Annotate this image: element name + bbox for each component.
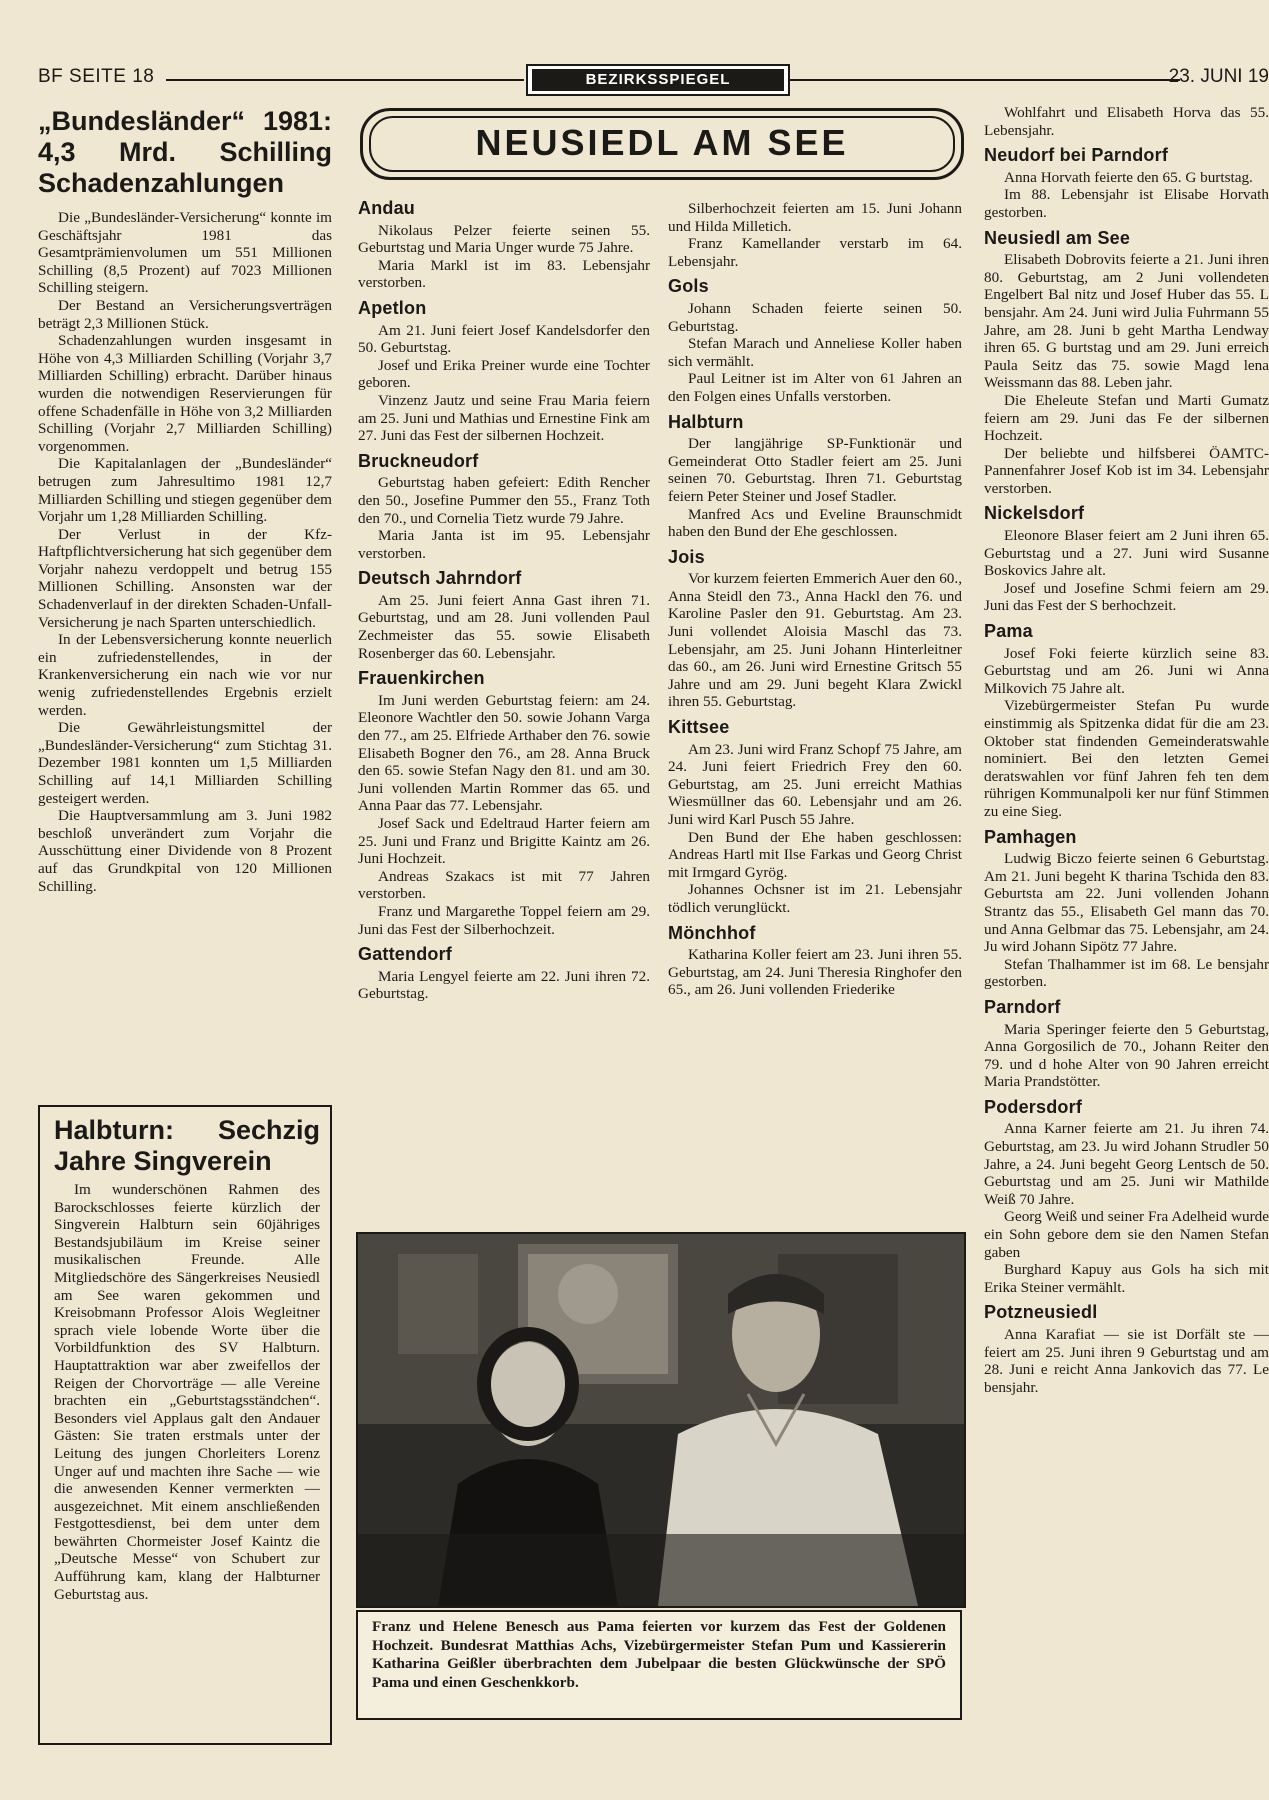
town-news-paragraph: Im Juni werden Geburtstag feiern: am 24. Eleonore Wachtler den 50. sowie Johann Varga den 77., am 25. Elfriede Arthaber den 76. sowie Elisabeth Bogner den 76., am 28. Anna Bruck den 65. sowie Stefan Nagy den 81. und am 30. Juni vollenden Martin Rommer das 65. und Anna Paar das 77. Lebensjahr. [358, 691, 650, 815]
town-news-paragraph: Maria Janta ist im 95. Lebensjahr verstorben. [358, 527, 650, 562]
town-heading: Apetlon [358, 297, 427, 318]
town-news-paragraph: Elisabeth Dobrovits feierte a 21. Juni ihren 80. Geburtstag, am 2 Juni vollendeten Engelbert Bal nitz und Josef Huber das 55. L bensjahr. Am 24. Juni wird Julia Fuhrmann 55 Jahre, am 28. Juni b geht Martha Lendway ihren 65. G burtstag und am 29. Juni erreich Paula Seitz das 75. sowie Magd lena Weissmann das 88. Leben jahr. [984, 251, 1269, 392]
town-news-paragraph: Silberhochzeit feierten am 15. Juni Johann und Hilda Milletich. [668, 200, 962, 235]
district-title-frame [360, 108, 964, 180]
insurance-body [38, 209, 332, 895]
insurance-paragraph: Die Hauptversammlung am 3. Juni 1982 beschloß unverändert zum Vorjahr die Ausschüttung einer Dividende von 8 Prozent auf das Grundkpital von 120 Millionen Schilling. [38, 807, 332, 895]
singverein-headline: Halbturn: Sechzig Jahre Singverein [54, 1115, 320, 1176]
town-news-paragraph: Wohlfahrt und Elisabeth Horva das 55. Lebensjahr. [984, 104, 1269, 139]
town-news-paragraph: Vizebürgermeister Stefan Pu wurde einstimmig als Spitzenka didat für die am 23. Oktober stat findenden Gemeinderatswahle nominiert. Bei den letzten Gemei deratswahlen vor fünf Jahren feh ten dem rührigen Kommunalpoli ker nur fünf Stimmen zu eine Sieg. [984, 697, 1269, 820]
header-rule-right [790, 79, 1180, 81]
insurance-paragraph: Die Gewährleistungsmittel der „Bundesländer-Versicherung“ zum Stichtag 31. Dezember 1981 konnten um 1,5 Milliarden Schilling auf 14,1 Milliarden Schilling gesteigert werden. [38, 719, 332, 807]
couple-photo-illustration [358, 1234, 964, 1606]
town-heading: Jois [668, 546, 705, 567]
town-news-paragraph: Katharina Koller feiert am 23. Juni ihren 55. Geburtstag, am 24. Juni Theresia Ringhofer den 65., am 26. Juni vollenden Friederike [668, 946, 962, 999]
town-heading: Gols [668, 276, 709, 297]
insurance-paragraph: Die Kapitalanlagen der „Bundesländer“ betrugen zum Jahresultimo 1981 12,7 Milliarden Schilling und stiegen gegenüber dem Vorjahr um 1,28 Milliarden Schilling. [38, 455, 332, 526]
town-news-paragraph: Anna Karner feierte am 21. Ju ihren 74. Geburtstag, am 23. Ju wird Johann Strudler 50 Jahre, a 24. Juni begeht Georg Lentsch de 50. Geburtstag und am 25. Juni wir Mathilde Weiß 70 Jahre. [984, 1120, 1269, 1208]
anniversary-photo [356, 1232, 966, 1608]
town-news-paragraph: Georg Weiß und seiner Fra Adelheid wurde ein Sohn gebore dem sie den Namen Stefan gaben [984, 1208, 1269, 1261]
town-news-paragraph: Manfred Acs und Eveline Braunschmidt haben den Bund der Ehe geschlossen. [668, 505, 962, 541]
town-news-paragraph: Johann Schaden feierte seinen 50. Geburtstag. [668, 299, 962, 335]
town-news-paragraph: Die Eheleute Stefan und Marti Gumatz feiern am 29. Juni das Fe der silbernen Hochzeit. [984, 391, 1269, 445]
insurance-paragraph: In der Lebensversicherung konnte neuerlich ein zufriedenstellendes, in der Krankenversicherung ein nach wie vor nur wenig zufriedenstellendes Ergebnis erzielt werden. [38, 631, 332, 719]
town-news-paragraph: Burghard Kapuy aus Gols ha sich mit Erika Steiner vermählt. [984, 1261, 1269, 1296]
town-heading: Pama [984, 621, 1033, 642]
photo-caption: Franz und Helene Benesch aus Pama feierten vor kurzem das Fest der Goldenen Hochzeit. Bundesrat Matthias Achs, Vizebürgermeister Stefan Pum und Kassiererin Katharina Geißler überbrachten dem Jubelpaar die besten Glückwünsche der SPÖ Pama und einen Geschenkkorb. [356, 1610, 962, 1720]
column-2 [358, 200, 650, 1003]
town-heading: Nickelsdorf [984, 503, 1085, 524]
town-heading: Andau [358, 198, 415, 218]
town-heading: Parndorf [984, 996, 1061, 1017]
town-heading: Mönchhof [668, 922, 756, 943]
town-news-paragraph: Eleonore Blaser feiert am 2 Juni ihren 65. Geburtstag und a 27. Juni wird Susanne Boskovics Jahre alt. [984, 527, 1269, 580]
town-news-paragraph: Andreas Szakacs ist mit 77 Jahren verstorben. [358, 867, 650, 903]
town-news-paragraph: Vinzenz Jautz und seine Frau Maria feiern am 25. Juni und Mathias und Ernestine Fink am 27. Juni das Fest der silbernen Hochzeit. [358, 391, 650, 445]
town-news-paragraph: Am 23. Juni wird Franz Schopf 75 Jahre, am 24. Juni feiert Friedrich Frey den 60. Geburtstag, am 25. Juni erreicht Mathias Wiesmüllner das 60. Lebensjahr und am 26. Juni wird Karl Pusch 55 Jahre. [668, 740, 962, 828]
town-news-paragraph: Stefan Thalhammer ist im 68. Le bensjahr gestorben. [984, 955, 1269, 991]
insurance-headline: „Bundesländer“ 1981: 4,3 Mrd. Schilling Schadenzahlungen [38, 106, 332, 198]
column-3 [668, 200, 962, 999]
town-news-paragraph: Franz und Margarethe Toppel feiern am 29. Juni das Fest der Silberhochzeit. [358, 902, 650, 938]
town-news-paragraph: Josef und Josefine Schmi feiern am 29. Juni das Fest der S berhochzeit. [984, 579, 1269, 615]
town-news-paragraph: Der langjährige SP-Funktionär und Gemeinderat Otto Stadler feiert am 25. Juni seinen 70. Geburtstag. Ihren 71. Geburtstag feiern Peter Steiner und Josef Stadler. [668, 435, 962, 505]
town-news-paragraph: Den Bund der Ehe haben geschlossen: Andreas Hartl mit Ilse Farkas und Georg Christ mit Irmgard Gyrög. [668, 828, 962, 881]
town-news-paragraph: Der beliebte und hilfsberei ÖAMTC-Pannenfahrer Josef Kob ist im 34. Lebensjahr verstorben. [984, 444, 1269, 497]
insurance-paragraph: Der Bestand an Versicherungsverträgen beträgt 2,3 Millionen Stück. [38, 296, 332, 332]
town-heading: Neudorf bei Parndorf [984, 145, 1169, 166]
section-label-box [526, 64, 790, 96]
town-news-paragraph: Josef Sack und Edeltraud Harter feiern am 25. Juni und Franz und Brigitte Kaintz am 26. Juni Hochzeit. [358, 815, 650, 868]
insurance-paragraph: Schadenzahlungen wurden insgesamt in Höhe von 4,3 Milliarden Schilling (Vorjahr 3,7 Milliarden Schilling) erbracht. Darüber hinaus wurden die notwendigen Reservierungen für offene Schadenfälle in Höhe von 3,2 Milliarden Schilling (Vorjahr 2,7 Milliarden Schilling) vorgenommen. [38, 332, 332, 455]
town-news-paragraph: Maria Speringer feierte den 5 Geburtstag, Anna Gorgosilich de 70., Johann Reiter den 79. und d hohe Alter von 90 Jahren erreicht Maria Prandstötter. [984, 1020, 1269, 1091]
town-news-paragraph: Franz Kamellander verstarb im 64. Lebensjahr. [668, 235, 962, 270]
insurance-paragraph: Die „Bundesländer-Versicherung“ konnte im Geschäftsjahr 1981 das Gesamtprämienvolumen um 551 Millionen Schilling (8,5 Prozent) auf 7023 Millionen Schilling steigern. [38, 209, 332, 297]
town-news-paragraph: Am 21. Juni feiert Josef Kandelsdorfer den 50. Geburtstag. [358, 321, 650, 357]
issue-date: 23. JUNI 19 [1168, 66, 1269, 87]
town-heading: Bruckneudorf [358, 450, 479, 471]
town-heading: Frauenkirchen [358, 668, 485, 689]
page-header [38, 62, 1269, 96]
town-news-paragraph: Im 88. Lebensjahr ist Elisabe Horvath gestorben. [984, 186, 1269, 221]
town-news-paragraph: Anna Karafiat — sie ist Dorfält ste — feiert am 25. Juni ihren 9 Geburtstag und am 28. Juni e reicht Anna Jankovich das 77. Le bensjahr. [984, 1326, 1269, 1396]
section-label: BEZIRKSSPIEGEL [532, 69, 784, 91]
insurance-paragraph: Der Verlust in der Kfz-Haftpflichtversicherung hat sich gegenüber dem Vorjahr nahezu verdoppelt und betrug 155 Millionen Schilling. Ansonsten war der Schadenverlauf in der direkten Schaden-Unfall-Versicherung je nach Sparten unterschiedlich. [38, 525, 332, 631]
town-news-paragraph: Nikolaus Pelzer feierte seinen 55. Geburtstag und Maria Unger wurde 75 Jahre. [358, 221, 650, 257]
town-news-paragraph: Maria Lengyel feierte am 22. Juni ihren 72. Geburtstag. [358, 967, 650, 1003]
town-news-paragraph: Am 25. Juni feiert Anna Gast ihren 71. Geburtstag, und am 28. Juni vollenden Paul Zechmeister das 55. sowie Elisabeth Rosenberger das 60. Lebensjahr. [358, 591, 650, 662]
town-heading: Potzneusiedl [984, 1302, 1098, 1323]
town-heading: Gattendorf [358, 944, 452, 965]
district-title: NEUSIEDL AM SEE [369, 116, 955, 172]
town-news-paragraph: Vor kurzem feierten Emmerich Auer den 60., Anna Steidl den 73., Anna Hackl den 76. und Karoline Pasler den 91. Geburtstag. Am 23. Juni vollendet Aloisia Maschl das 73. Lebensjahr, am 25. Juni Johann Hinterleitner das 60., am 26. Juni wird Ernestine Gritsch 55 Jahre und am 29. Juni begeht Klara Zwickl ihren 55. Geburtstag. [668, 570, 962, 711]
singverein-article-box [38, 1105, 332, 1745]
singverein-body: Im wunderschönen Rahmen des Barockschlosses feierte kürzlich der Singverein Halbturn sein 60jähriges Bestandsjubiläum im Kreise seiner musikalischen Freunde. Alle Mitgliedschöre des Sängerkreises Neusiedl am See waren gekommen und Kreisobmann Professor Alois Wegleitner sprach viele lobende Worte über die Vorbildfunktion des SV Halbturn. Hauptattraktion war aber zweifellos der Reigen der Chorvorträge — alle Vereine brachten ein „Geburtstagsständchen“. Besonders viel Applaus galt den Andauer Gästen: Sie traten erstmals unter der Leitung des jungen Chorleiters Lorenz Unger auf und machten ihre Sache — wie die anwesenden Kenner vermerkten — ausgezeichnet. Mit einem anschließenden Festgottesdienst, bei dem unter dem bewährten Chormeister Josef Kaintz die „Deutsche Messe“ von Schubert zur Aufführung kam, klang der Halbturner Geburtstag aus. [54, 1181, 320, 1603]
town-news-paragraph: Anna Horvath feierte den 65. G burtstag. [1004, 168, 1253, 186]
town-heading: Podersdorf [984, 1096, 1083, 1117]
town-heading: Halbturn [668, 411, 744, 432]
town-news-paragraph: Geburtstag haben gefeiert: Edith Rencher den 50., Josefine Pummer den 55., Franz Toth den 70., und Cornelia Tietz wurde 79 Jahre. [358, 474, 650, 527]
town-news-paragraph: Maria Markl ist im 83. Lebensjahr verstorben. [358, 256, 650, 292]
town-news-paragraph: Stefan Marach und Anneliese Koller haben sich vermählt. [668, 335, 962, 370]
insurance-article [38, 106, 332, 895]
town-news-paragraph: Josef Foki feierte kürzlich seine 83. Geburtstag und am 26. Juni wi Anna Milkovich 75 Jahre alt. [984, 644, 1269, 697]
town-news-paragraph: Paul Leitner ist im Alter von 61 Jahren an den Folgen eines Unfalls verstorben. [668, 370, 962, 405]
town-heading: Deutsch Jahrndorf [358, 568, 522, 589]
town-news-paragraph: Josef und Erika Preiner wurde eine Tochter geboren. [358, 356, 650, 392]
town-heading: Neusiedl am See [984, 227, 1131, 248]
town-news-paragraph: Ludwig Biczo feierte seinen 6 Geburtstag. Am 21. Juni begeht K tharina Tschida den 83. Geburtsta am 22. Juni vollenden Johann Strantz das 55., Elisabeth Gel mann das 70. und Anna Gelbmar das 75. Lebensjahr, am 24. Ju wird Johann Sipötz 77 Jahre. [984, 850, 1269, 956]
column-4 [984, 104, 1269, 1396]
page-number: BF SEITE 18 [38, 66, 155, 87]
town-heading: Kittsee [668, 717, 730, 738]
town-heading: Pamhagen [984, 826, 1077, 847]
header-rule-left [166, 79, 524, 81]
town-news-paragraph: Johannes Ochsner ist im 21. Lebensjahr tödlich verunglückt. [668, 881, 962, 916]
